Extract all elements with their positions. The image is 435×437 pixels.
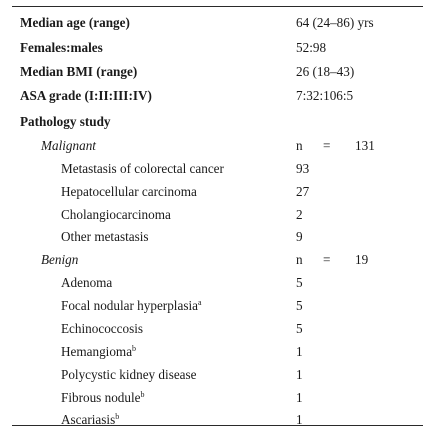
table-row bbox=[0, 317, 435, 340]
table-top-rule bbox=[12, 6, 423, 7]
footnote-marker: b bbox=[132, 344, 137, 353]
row-value: 93 bbox=[296, 161, 310, 176]
footnote-marker: b bbox=[115, 412, 120, 421]
row-label: Hemangioma$^b$ bbox=[61, 344, 137, 359]
footnote-marker: a bbox=[197, 298, 202, 307]
table-row bbox=[0, 248, 435, 271]
row-label: Fibrous nodule$^b$ bbox=[61, 390, 145, 405]
table-row bbox=[0, 271, 435, 294]
row-label: Adenoma bbox=[61, 275, 113, 290]
row-value: 5 bbox=[296, 298, 303, 313]
table-row bbox=[0, 110, 435, 133]
table-row bbox=[0, 60, 435, 83]
row-label: Median age (range) bbox=[20, 15, 130, 30]
table-row bbox=[0, 203, 435, 226]
row-label: Hepatocellular carcinoma bbox=[61, 184, 197, 199]
table-row bbox=[0, 157, 435, 180]
row-label: Focal nodular hyperplasia$^a$ bbox=[61, 298, 202, 313]
row-label: Median BMI (range) bbox=[20, 64, 138, 79]
table-row bbox=[0, 340, 435, 363]
row-label: ASA grade (I:II:III:IV) bbox=[20, 88, 152, 103]
row-value: 1 bbox=[296, 412, 303, 427]
row-value: 5 bbox=[296, 321, 303, 336]
table-row bbox=[0, 11, 435, 34]
group-count: 131 bbox=[355, 138, 375, 153]
row-label: Females:males bbox=[20, 40, 103, 55]
table-row bbox=[0, 408, 435, 431]
footnote-marker: b bbox=[140, 390, 145, 399]
table-row bbox=[0, 225, 435, 248]
row-value: 9 bbox=[296, 229, 303, 244]
row-value: 1 bbox=[296, 344, 303, 359]
group-label-malignant: Malignant bbox=[41, 138, 96, 153]
equals-sign: = bbox=[323, 252, 331, 267]
n-label: n bbox=[296, 138, 303, 153]
table-row bbox=[0, 134, 435, 157]
table-bottom-rule bbox=[12, 425, 423, 426]
table-row bbox=[0, 386, 435, 409]
group-count: 19 bbox=[355, 252, 369, 267]
row-value: 5 bbox=[296, 275, 303, 290]
row-value: 7:32:106:5 bbox=[296, 88, 354, 103]
table-row bbox=[0, 363, 435, 386]
row-label: Other metastasis bbox=[61, 229, 149, 244]
table-row bbox=[0, 294, 435, 317]
row-value: 52:98 bbox=[296, 40, 327, 55]
row-value: 26 (18–43) bbox=[296, 64, 355, 79]
row-label: Polycystic kidney disease bbox=[61, 367, 197, 382]
row-value: 2 bbox=[296, 207, 303, 222]
table-row bbox=[0, 36, 435, 59]
row-value: 27 bbox=[296, 184, 310, 199]
n-label: n bbox=[296, 252, 303, 267]
row-value: 64 (24–86) yrs bbox=[296, 15, 374, 30]
group-label-benign: Benign bbox=[41, 252, 79, 267]
row-value: 1 bbox=[296, 367, 303, 382]
row-label: Echinococcosis bbox=[61, 321, 144, 336]
row-label: Metastasis of colorectal cancer bbox=[61, 161, 224, 176]
equals-sign: = bbox=[323, 138, 331, 153]
table-row bbox=[0, 84, 435, 107]
section-heading: Pathology study bbox=[20, 114, 111, 129]
table-row bbox=[0, 180, 435, 203]
row-label: Ascariasis$^b$ bbox=[61, 412, 120, 427]
row-label: Cholangiocarcinoma bbox=[61, 207, 171, 222]
row-value: 1 bbox=[296, 390, 303, 405]
